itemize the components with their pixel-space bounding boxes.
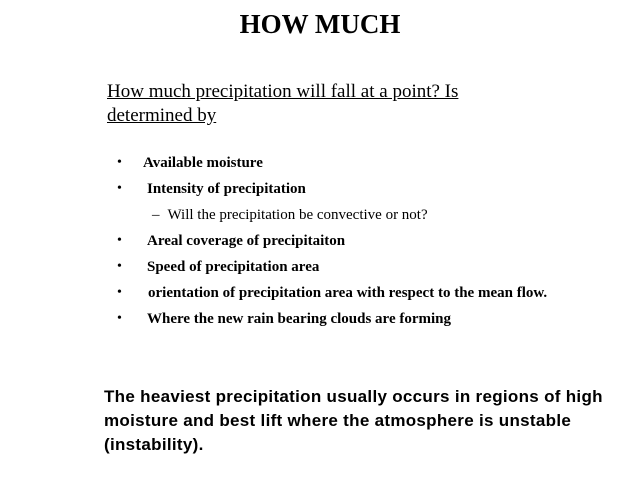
bullet-icon: • [117, 259, 122, 274]
factor-label: Speed of precipitation area [147, 259, 320, 275]
sub-item [152, 206, 428, 224]
bullet-icon: • [117, 181, 122, 196]
conclusion-text: The heaviest precipitation usually occurs in regions of high moisture and best lift where the atmosphere is unstable (instability). [104, 387, 603, 454]
bullet-icon: • [117, 311, 122, 326]
factor-label: Intensity of precipitation [147, 181, 306, 197]
factor-label: Where the new rain bearing clouds are forming [147, 311, 452, 327]
factor-label: Areal coverage of precipitaiton [147, 233, 346, 249]
dash-icon: – [152, 207, 160, 223]
bullet-icon: • [117, 233, 122, 248]
sub-item-label: Will the precipitation be convective or not? [167, 207, 428, 223]
bullet-icon: • [117, 285, 122, 300]
factor-label: Available moisture [143, 155, 263, 171]
bullet-icon: • [117, 155, 122, 170]
slide-title: HOW MUCH [239, 9, 401, 39]
factor-label: orientation of precipitation area with respect to the mean flow. [148, 285, 548, 301]
question-text: How much precipitation will fall at a point? Is determined by [107, 81, 459, 126]
